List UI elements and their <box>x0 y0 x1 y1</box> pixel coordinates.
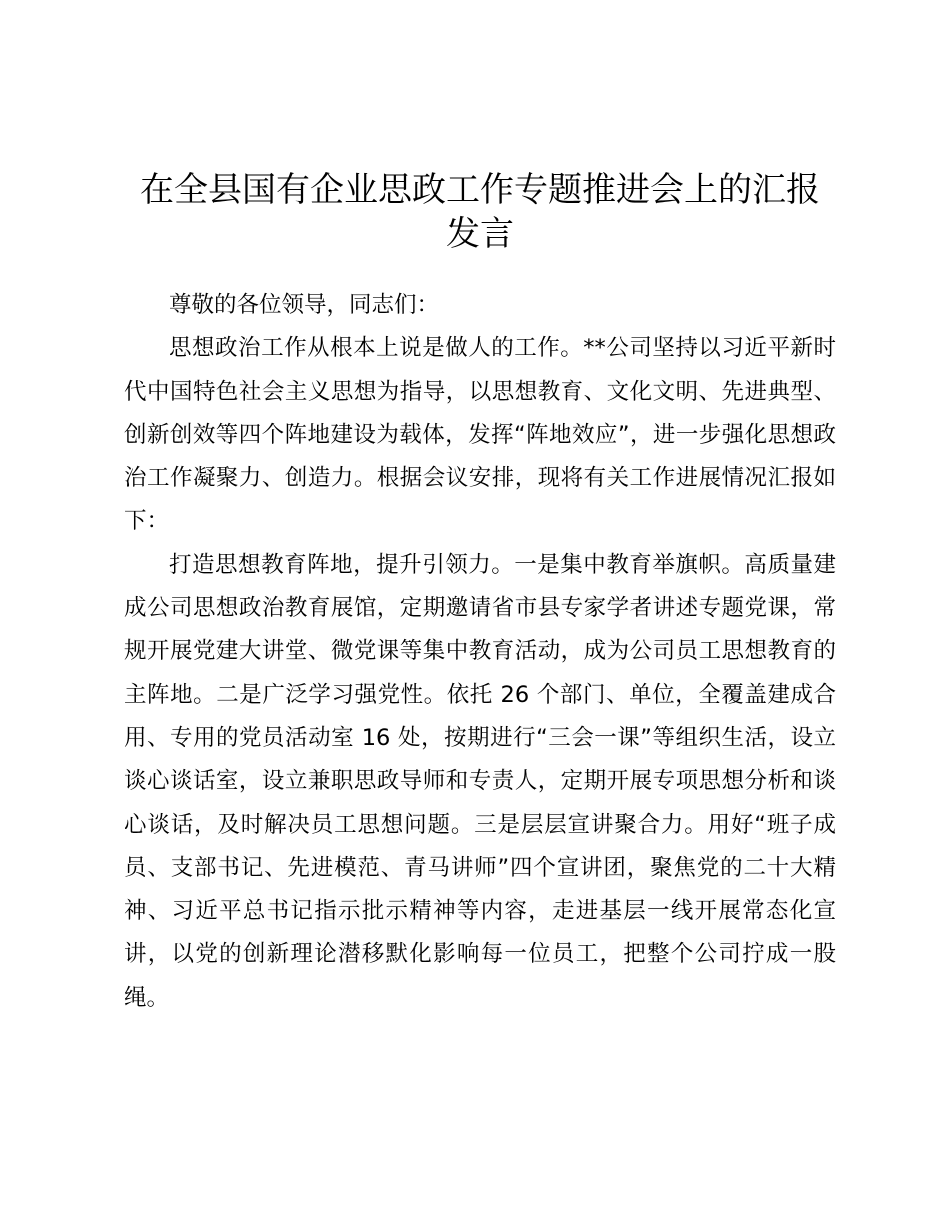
paragraph-education: 打造思想教育阵地，提升引领力。一是集中教育举旗帜。高质量建成公司思想政治教育展馆，定期邀请省市县专家学者讲述专题党课，常规开展党建大讲堂、微党课等集中教育活动，成为公司员工思想教育的主阵地。二是广泛学习强党性。依托 26 个部门、单位，全覆盖建成合用、专用的党员活动室 16 处，按期进行“三会一课”等组织生活，设立谈心谈话室，设立兼职思政导师和专责人，定期开展专项思想分析和谈心谈话，及时解决员工思想问题。三是层层宣讲聚合力。用好“班子成员、支部书记、先进模范、青马讲师”四个宣讲团，聚焦党的二十大精神、习近平总书记指示批示精神等内容，走进基层一线开展常态化宣讲，以党的创新理论潜移默化影响每一位员工，把整个公司拧成一股绳。 <box>124 551 836 1011</box>
document-title: 在全县国有企业思政工作专题推进会上的汇报发言 <box>140 170 820 254</box>
paragraph-intro: 思想政治工作从根本上说是做人的工作。**公司坚持以习近平新时代中国特色社会主义思想为指导，以思想教育、文化文明、先进典型、创新创效等四个阵地建设为载体，发挥“阵地效应”，进一步强化思想政治工作凝聚力、创造力。根据会议安排，现将有关工作进展情况汇报如下： <box>124 335 836 535</box>
paragraph-salutation: 尊敬的各位领导，同志们： <box>169 292 440 318</box>
document-page <box>124 168 836 1020</box>
document-body <box>124 284 836 1020</box>
